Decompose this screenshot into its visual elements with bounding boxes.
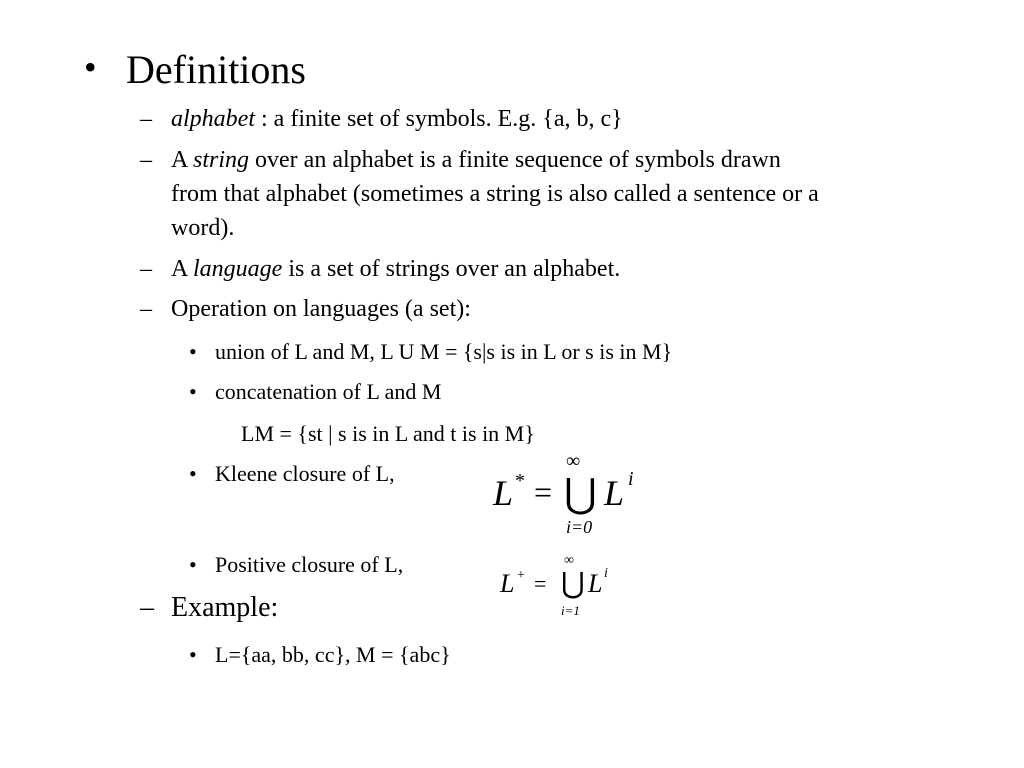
- positive-closure-label: Positive closure of L,: [215, 552, 404, 577]
- kleene-closure-label: Kleene closure of L,: [215, 461, 395, 486]
- string-definition-line1: [171, 147, 781, 174]
- heading-bullet: •: [84, 47, 97, 87]
- dot-bullet: •: [189, 642, 197, 667]
- language-text: is a set of strings over an alphabet.: [282, 256, 621, 282]
- formula-lower-limit: i=1: [561, 603, 580, 618]
- language-pre: A: [171, 256, 194, 282]
- formula-equals: =: [534, 474, 553, 510]
- dash-bullet: –: [140, 296, 152, 322]
- dash-bullet: –: [140, 106, 152, 132]
- formula-superscript: +: [517, 568, 525, 583]
- dot-bullet: •: [189, 339, 197, 364]
- formula-equals: =: [534, 571, 547, 596]
- dot-bullet: •: [189, 552, 197, 577]
- formula-rhs-superscript: i: [604, 566, 608, 581]
- formula-rhs: L: [588, 569, 603, 598]
- formula-rhs: L: [604, 473, 625, 513]
- dash-bullet: –: [140, 592, 154, 623]
- concatenation-definition: LM = {st | s is in L and t is in M}: [241, 421, 535, 446]
- alphabet-definition: [171, 106, 623, 133]
- string-definition-line2: from that alphabet (sometimes a string is also called a sentence or a: [171, 181, 819, 207]
- language-term: language: [193, 256, 283, 282]
- slide-heading: Definitions: [126, 47, 306, 92]
- formula-rhs-superscript: i: [628, 468, 634, 490]
- union-symbol: ⋃: [564, 471, 597, 516]
- string-pre: A: [171, 147, 194, 173]
- formula-lower-limit: i=0: [566, 517, 593, 537]
- union-symbol: ⋃: [561, 568, 585, 600]
- positive-closure-formula: [498, 553, 618, 623]
- alphabet-text: : a finite set of symbols. E.g. {a, b, c}: [255, 106, 623, 132]
- concatenation-heading: concatenation of L and M: [215, 379, 442, 404]
- kleene-closure-formula: [490, 450, 650, 545]
- union-definition: union of L and M, L U M = {s|s is in L or s is in M}: [215, 339, 673, 364]
- string-definition-line3: word).: [171, 215, 235, 241]
- dash-bullet: –: [140, 256, 152, 282]
- string-text: over an alphabet is a finite sequence of symbols drawn: [249, 147, 781, 173]
- formula-superscript: *: [515, 470, 525, 492]
- example-definition: L={aa, bb, cc}, M = {abc}: [215, 642, 451, 667]
- formula-lhs: L: [493, 473, 514, 513]
- formula-upper-limit: ∞: [566, 450, 581, 472]
- dot-bullet: •: [189, 461, 197, 486]
- dash-bullet: –: [140, 147, 152, 173]
- alphabet-term: alphabet: [171, 106, 255, 132]
- dot-bullet: •: [189, 379, 197, 404]
- string-term: string: [193, 147, 250, 173]
- formula-upper-limit: ∞: [564, 553, 574, 568]
- language-definition: [171, 256, 620, 283]
- example-heading: Example:: [171, 592, 279, 623]
- operation-heading: Operation on languages (a set):: [171, 296, 471, 322]
- formula-lhs: L: [500, 569, 515, 598]
